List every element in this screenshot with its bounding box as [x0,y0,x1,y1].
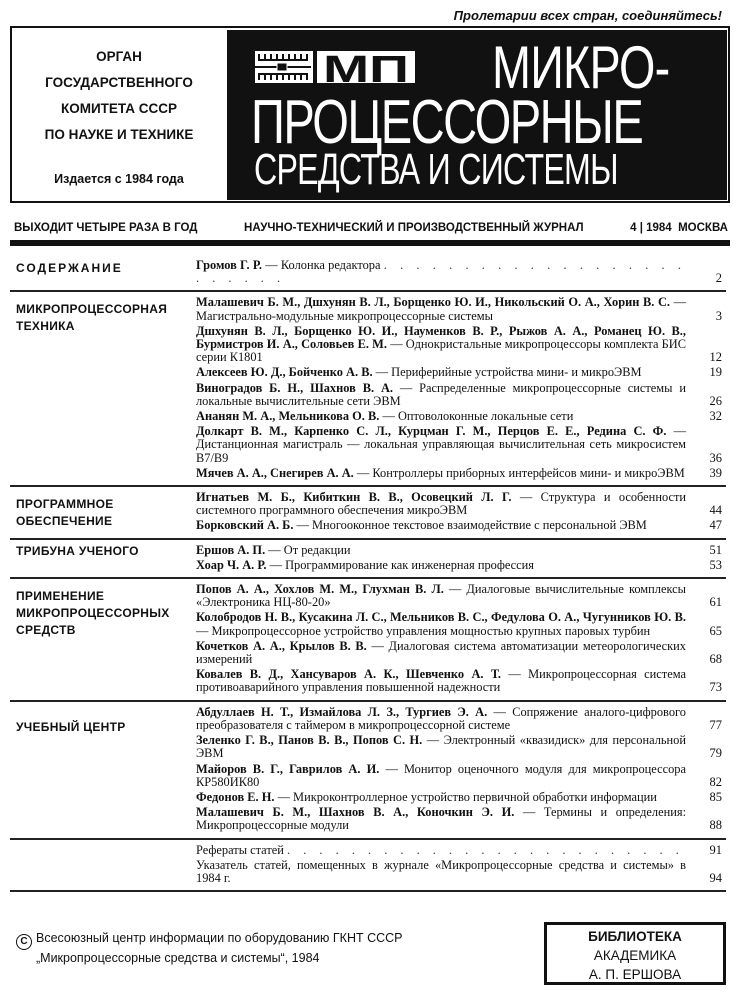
leader-dots: . . . . . . . . . . . . . . . . . . . . . . . . . [196,258,686,286]
toc-entry[interactable] [196,259,726,285]
entry-title: — Контроллеры приборных интерфейсов мини- и микроЭВМ [356,465,685,480]
entry-authors: Майоров В. Г., Гаврилов А. И. [196,761,380,776]
entry-title: — Многооконное текстовое взаимодействие с персональной ЭВМ [296,518,647,533]
section-name [10,543,196,573]
copyright-line-1: Всесоюзный центр информации по оборудованию ГКНТ СССР [36,931,403,945]
entry-text [196,259,686,285]
entry-page: 39 [709,465,722,480]
entry-title: — Монитор оценочного модуля для микропроцессора КР580ИК80 [196,761,687,789]
entry-authors: Алексеев Ю. Д., Бойченко А. В. [196,365,373,380]
organ-line: КОМИТЕТА СССР [60,101,178,116]
copyright [16,930,403,967]
entry-text [196,668,686,694]
toc-entry[interactable] [196,425,726,465]
entry-page: 53 [709,557,722,572]
entry-page: 12 [709,350,722,365]
entry-page: 77 [709,717,722,732]
logo-text: МП [323,49,409,86]
leader-dots: . . . . . . . . . . . . . . . . . . . . . . . . . [287,842,684,857]
entry-title: — Диалоговые вычислительные комплексы «Электроника НЦ-80-20» [196,582,686,610]
entry-page: 94 [709,870,722,885]
toc-entry[interactable] [196,806,726,832]
stamp-line: А. П. ЕРШОВА [588,967,682,982]
section-name [10,490,196,534]
entry-authors: Громов Г. Р. [196,258,262,272]
toc-entry[interactable] [196,668,726,694]
entry-authors: Малашевич Б. М., Шахнов В. А., Коночкин Э. И. [196,805,515,820]
header-divider [10,240,730,246]
toc-entry[interactable] [196,519,726,532]
issue-number: 4 | 1984 [630,222,672,234]
slogan: Пролетарии всех стран, соединяйтесь! [453,8,722,23]
entry-title: — Дистанционная магистраль — локальная управляющая вычислительная сеть микросистем В7/В9 [196,424,686,465]
entry-title: Указатель статей, помещенных в журнале «Микропроцессорные средства и системы» в 1984 г. [196,857,686,885]
table-of-contents [10,256,726,892]
entry-authors: Борковский А. Б. [196,518,294,533]
entry-page: 79 [709,746,722,761]
entry-title: — Микропроцессорное устройство управления мощностью крупных паровых турбин [196,623,651,638]
toc-entry[interactable] [196,467,726,480]
title-line-2: ПРОЦЕССОРНЫЕ [251,88,643,157]
entry-text [196,611,686,637]
entry-title: — Оптоволоконные локальные сети [382,409,574,424]
toc-entry[interactable] [196,382,726,408]
entry-title: — Периферийные устройства мини- и микроЭВМ [375,365,642,380]
entry-page: 91 [709,842,722,857]
entry-page: 32 [709,409,722,424]
section-entries [196,843,726,887]
entry-text [196,296,686,322]
entry-authors: Мячев А. А., Снегирев А. А. [196,465,354,480]
entry-text [196,859,686,885]
entry-authors: Абдуллаев Н. Т., Измайлова Л. З., Тургиев Э. А. [196,704,488,719]
entry-page: 73 [709,680,722,695]
section-entries [196,582,726,696]
masthead-subline [14,222,728,234]
entry-title: — Термины и определения: Микропроцессорные модули [196,805,687,833]
entry-authors: Попов А. А., Хохлов М. М., Глухман В. Л. [196,582,444,597]
title-line-1: МИКРО- [492,34,670,101]
section-entries [196,490,726,534]
section-name-line: ОБЕСПЕЧЕНИЕ [16,514,113,529]
entry-text [196,425,686,465]
entry-page: 19 [709,365,722,380]
entry-page: 88 [709,818,722,833]
entry-page: 47 [709,518,722,533]
contents-heading: СОДЕРЖАНИЕ [16,261,123,275]
section-entries [196,258,726,286]
entry-text [196,519,686,532]
toc-entry[interactable] [196,559,726,572]
organ-line: ГОСУДАРСТВЕННОГО [45,75,193,90]
toc-entry[interactable] [196,366,726,379]
toc-entry[interactable] [196,763,726,789]
section-entries [196,295,726,481]
section-name-line: МИКРОПРОЦЕССОРНАЯ [16,302,168,317]
mp-logo-icon [253,48,418,86]
section-name-line: УЧЕБНЫЙ ЦЕНТР [16,719,126,734]
toc-entry[interactable] [196,325,726,365]
entry-title: — Электронный «квазидиск» для персональной ЭВМ [196,733,687,761]
copyright-icon: C [16,934,32,950]
toc-section-software [10,487,726,540]
library-stamp [544,922,726,985]
entry-text [196,763,686,789]
entry-authors: Дшхунян В. Л., Борщенко Ю. И., Науменков В. Р., Рыжов А. А., Романец Ю. В., Бурмистров И. А., Соловьев Е. М. [196,323,686,352]
entry-text [196,467,686,480]
entry-title: — Однокристальные микропроцессоры комплекта БИС серии К1801 [196,337,686,365]
entry-text [196,844,686,857]
toc-entry[interactable] [196,583,726,609]
toc-entry[interactable] [196,410,726,423]
entry-authors: Зеленко Г. В., Панов В. В., Попов С. Н. [196,733,423,748]
issue-info [630,222,728,234]
entry-page: 68 [709,652,722,667]
section-name-line: ТЕХНИКА [16,319,75,334]
entry-page: 3 [715,308,722,323]
toc-section-appendix [10,840,726,893]
toc-section-microprocessor-tech [10,292,726,487]
frequency: ВЫХОДИТ ЧЕТЫРЕ РАЗА В ГОД [14,222,198,234]
entry-text [196,544,686,557]
section-name-line: СРЕДСТВ [16,623,76,638]
toc-entry[interactable] [196,611,726,637]
entry-authors: Федонов Е. Н. [196,789,275,804]
entry-text [196,325,686,365]
entry-page: 36 [709,450,722,465]
stamp-line: АКАДЕМИКА [593,948,677,963]
section-entries [196,705,726,834]
section-name-line: ТРИБУНА УЧЕНОГО [16,543,139,558]
city: МОСКВА [678,222,728,234]
entry-text [196,640,686,666]
entry-text [196,791,686,804]
entry-title: — Распределенные микропроцессорные системы и локальные вычислительные сети ЭВМ [196,380,686,408]
entry-text [196,734,686,760]
entry-authors: Малашевич Б. М., Дшхунян В. Л., Борщенко Ю. И., Никольский О. А., Хорин В. С. [196,295,670,310]
entry-page: 26 [709,393,722,408]
section-name-line: ПРОГРАММНОЕ [16,497,114,512]
entry-page: 85 [709,789,722,804]
publisher-organ [14,44,224,148]
toc-entry[interactable] [196,640,726,666]
entry-page: 51 [709,542,722,557]
section-name-line: МИКРОПРОЦЕССОРНЫХ [16,606,170,621]
title-line-3: СРЕДСТВА И СИСТЕМЫ [254,145,618,194]
entry-authors: Ананян М. А., Мельникова О. В. [196,409,380,424]
entry-text [196,410,686,423]
entry-title: — От редакции [268,542,351,557]
entry-title: — Магистрально-модульные микропроцессорные системы [196,295,686,323]
entry-text [196,559,686,572]
copyright-line-2: „Микропроцессорные средства и системы“, 1984 [36,951,320,965]
entry-title: — Микропроцессорная система противоаварийного управления повышенной надежности [196,667,686,695]
published-since: Издается с 1984 года [54,172,184,186]
toc-entry[interactable] [196,491,726,517]
entry-authors: Ковалев В. Д., Хансуваров А. К., Шевченко А. Т. [196,667,501,682]
entry-text [196,366,686,379]
toc-section-tribune [10,540,726,579]
entry-title: Рефераты статей [196,842,284,857]
entry-text [196,806,686,832]
entry-authors: Ершов А. П. [196,542,266,557]
entry-page: 2 [715,271,722,286]
entry-text [196,491,686,517]
journal-type: НАУЧНО-ТЕХНИЧЕСКИЙ И ПРОИЗВОДСТВЕННЫЙ ЖУРНАЛ [244,222,584,234]
entry-authors: Кочетков А. А., Крылов В. В. [196,638,367,653]
entry-page: 61 [709,595,722,610]
entry-authors: Колобродов Н. В., Кусакина Л. С., Мельников В. С., Федулова О. А., Чугунников Ю. В. [196,610,686,625]
toc-entry[interactable] [196,734,726,760]
entry-authors: Виноградов Б. Н., Шахнов В. А. [196,380,393,395]
stamp-line: БИБЛИОТЕКА [588,929,682,944]
entry-page: 44 [709,503,722,518]
entry-authors: Долкарт В. М., Карпенко С. Л., Курцман Г. М., Перцов Е. Е., Редина С. Ф. [196,424,667,439]
entry-text [196,382,686,408]
toc-section-contents [10,256,726,292]
entry-title: — Сопряжение аналого-цифрового преобразователя с таймером в микропроцессорной системе [196,704,686,732]
toc-section-applications [10,579,726,702]
entry-title: — Структура и особенности системного программного обеспечения микроЭВМ [196,490,686,518]
toc-entry[interactable] [196,706,726,732]
entry-authors: Хоар Ч. А. Р. [196,557,267,572]
toc-entry[interactable] [196,544,726,557]
entry-title: — Диалоговая система автоматизации метеорологических измерений [196,638,686,667]
entry-authors: Игнатьев М. Б., Кибиткин В. В., Осовецкий Л. Г. [196,490,512,505]
organ-line: ОРГАН [96,49,142,64]
entry-page: 82 [709,774,722,789]
section-name-empty [10,843,196,887]
entry-title: — Программирование как инженерная профессия [269,557,535,572]
section-name-line: ПРИМЕНЕНИЕ [16,589,105,604]
entry-title: — Колонка редактора [265,258,381,272]
entry-title: — Микроконтроллерное устройство первичной обработки информации [277,789,657,804]
toc-entry[interactable] [196,296,726,322]
section-name [10,295,196,481]
entry-text [196,583,686,609]
entry-text [196,706,686,732]
toc-section-training-center [10,702,726,840]
section-name [10,705,196,834]
section-name [10,582,196,696]
toc-entry[interactable] [196,844,726,857]
entry-page: 65 [709,623,722,638]
toc-entry[interactable] [196,791,726,804]
toc-entry[interactable] [196,859,726,885]
organ-line: ПО НАУКЕ И ТЕХНИКЕ [44,127,194,142]
section-entries [196,543,726,573]
